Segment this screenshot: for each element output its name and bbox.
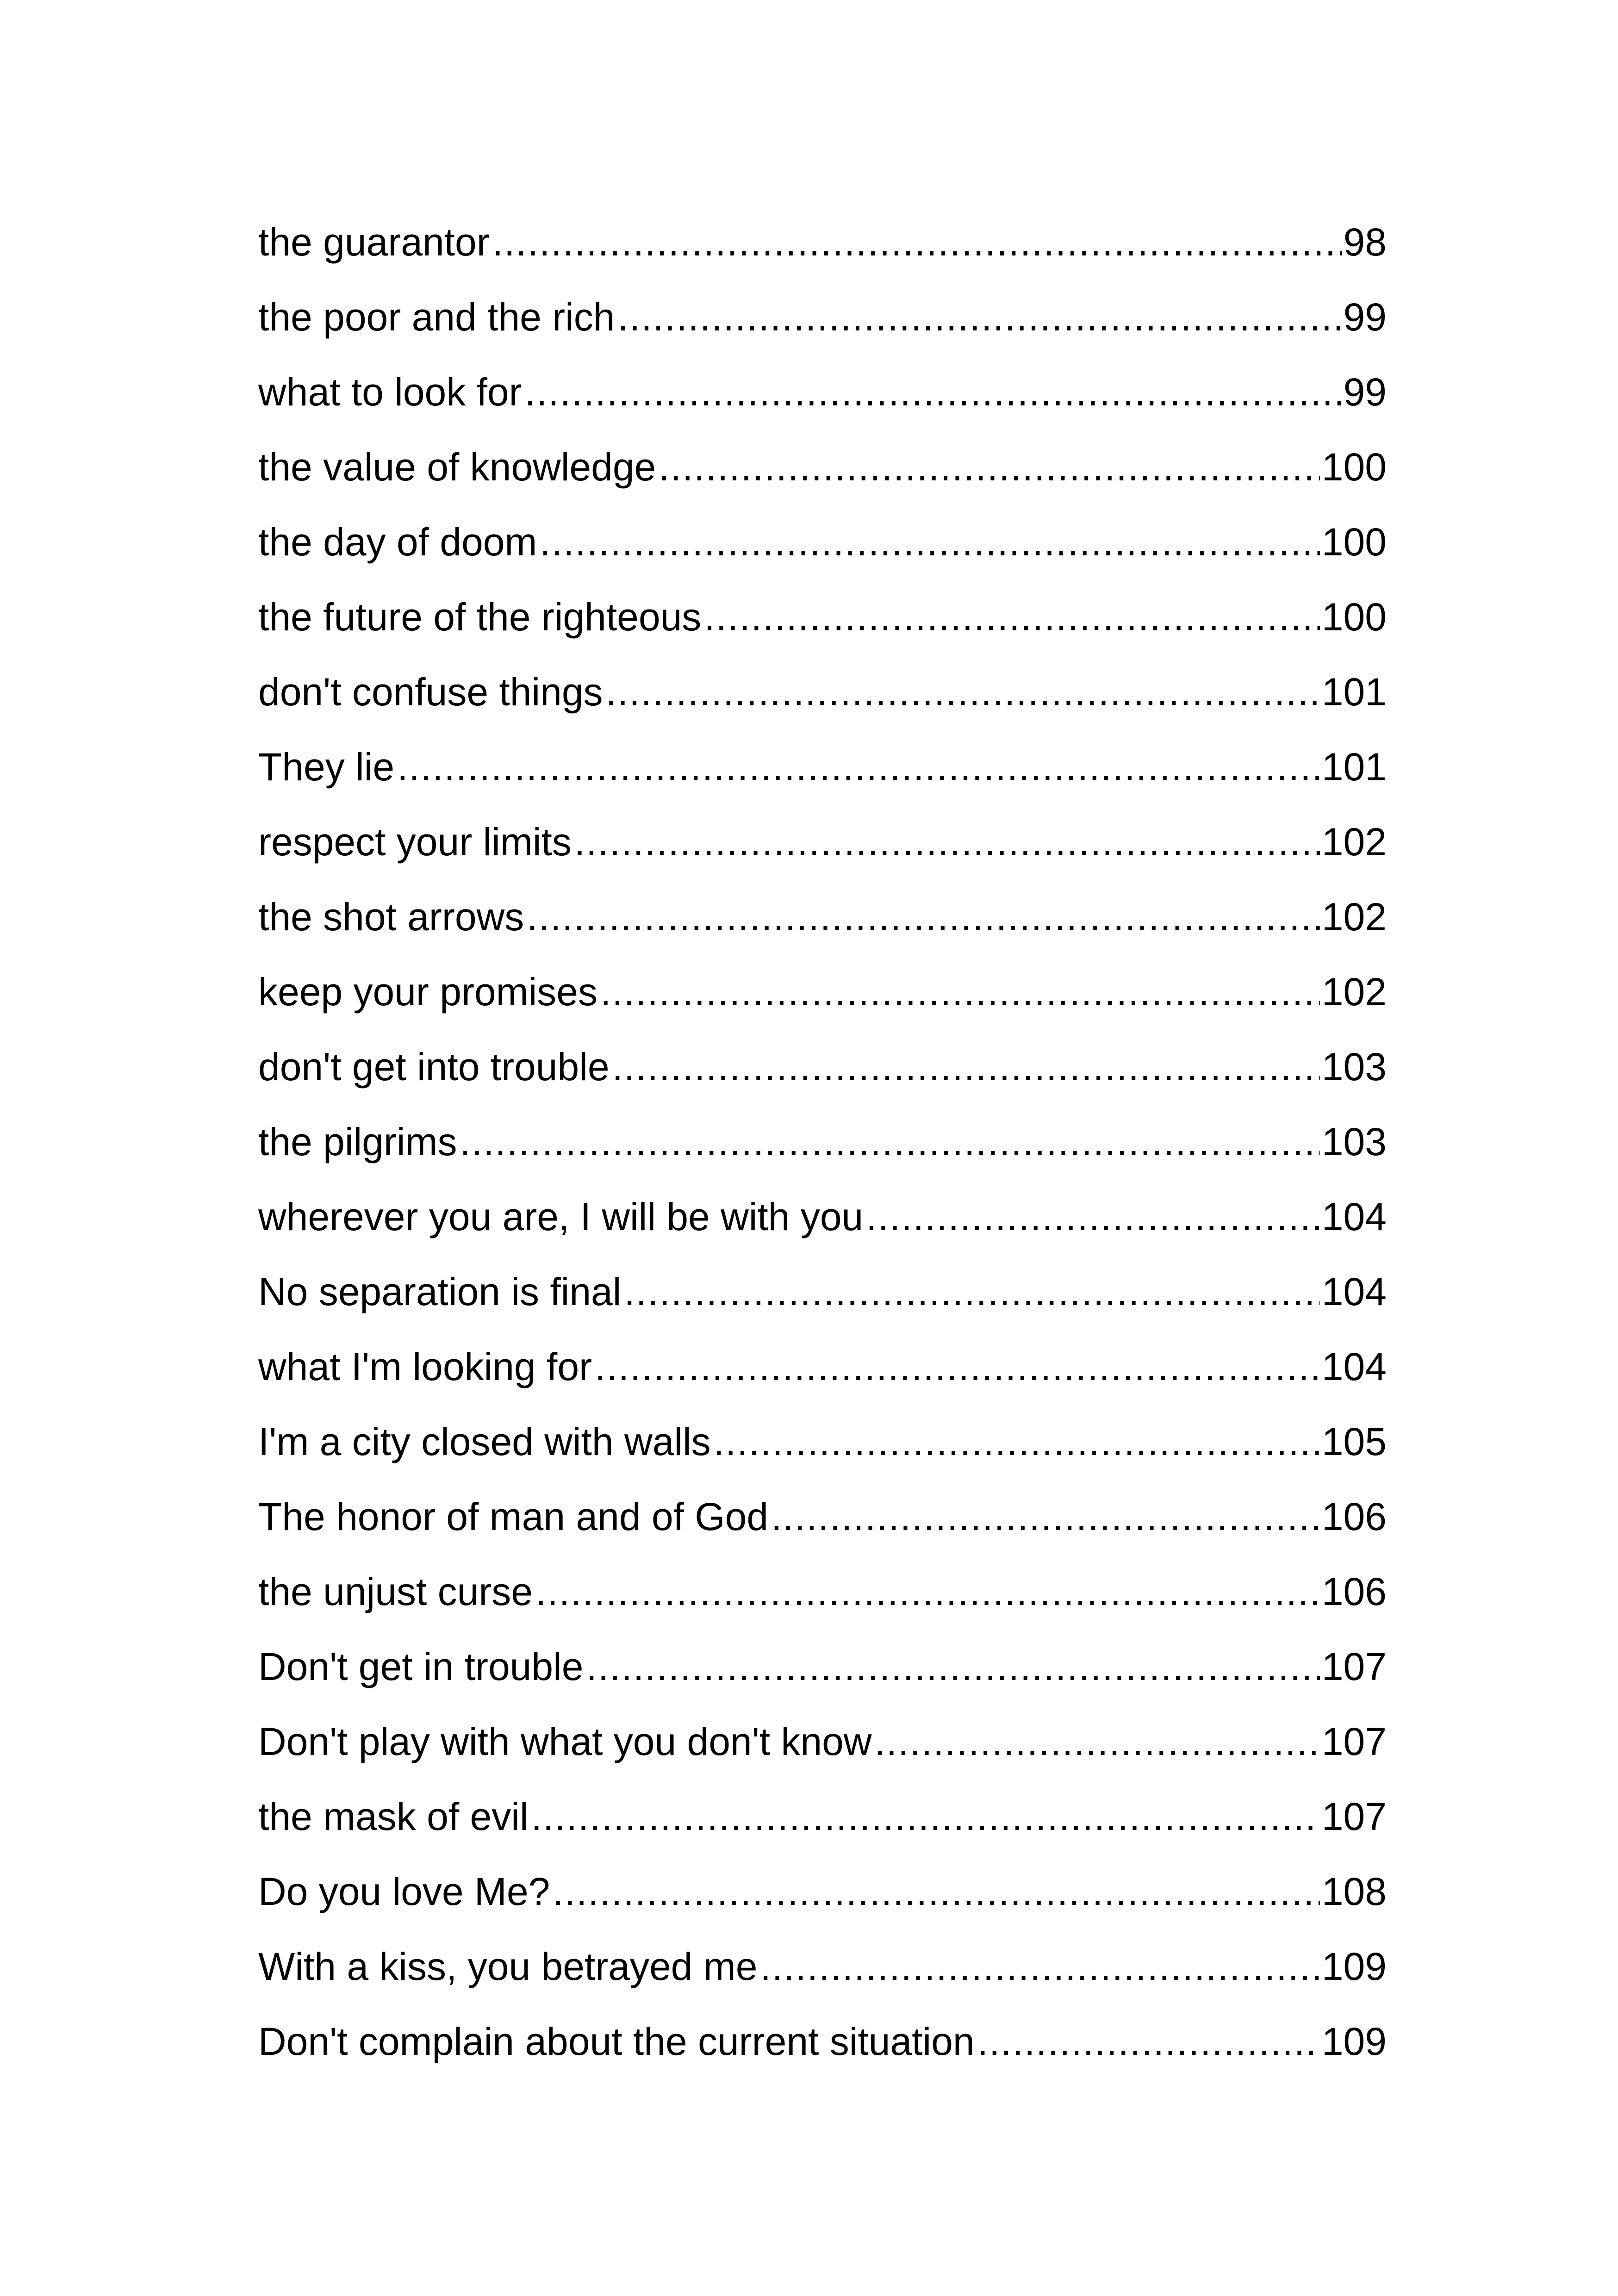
toc-page-number: 101 <box>1321 670 1387 714</box>
toc-dot-leader <box>624 1262 1319 1322</box>
toc-entry-title: the mask of evil <box>258 1795 529 1838</box>
toc-page-number: 102 <box>1321 895 1387 939</box>
toc-page-number: 106 <box>1321 1570 1387 1613</box>
toc-entry[interactable] <box>258 1037 1387 1112</box>
toc-entry-title: They lie <box>258 745 395 789</box>
toc-page-number: 102 <box>1321 970 1387 1014</box>
toc-entry[interactable] <box>258 1711 1387 1786</box>
toc-page-number: 107 <box>1321 1795 1387 1838</box>
toc-entry[interactable] <box>258 437 1387 512</box>
toc-page-number: 100 <box>1321 445 1387 489</box>
toc-entry-title: keep your promises <box>258 970 597 1014</box>
toc-entry-title: don't confuse things <box>258 670 603 714</box>
toc-entry-title: Don't complain about the current situation <box>258 2020 975 2063</box>
toc-dot-leader <box>586 1636 1319 1697</box>
toc-entry-title: the guarantor <box>258 220 490 264</box>
toc-page-number: 103 <box>1321 1120 1387 1164</box>
toc-entry-title: what to look for <box>258 370 522 414</box>
toc-page-number: 104 <box>1321 1195 1387 1238</box>
toc-entry[interactable] <box>258 287 1387 362</box>
table-of-contents <box>258 212 1387 2086</box>
toc-page-number: 105 <box>1321 1420 1387 1463</box>
toc-dot-leader <box>606 662 1320 722</box>
toc-dot-leader <box>492 212 1342 272</box>
toc-entry[interactable] <box>258 812 1387 887</box>
toc-entry[interactable] <box>258 587 1387 662</box>
toc-dot-leader <box>874 1711 1319 1772</box>
toc-entry-title: The honor of man and of God <box>258 1495 769 1538</box>
toc-dot-leader <box>531 1786 1320 1847</box>
toc-entry[interactable] <box>258 1487 1387 1562</box>
toc-entry-title: respect your limits <box>258 820 572 864</box>
toc-dot-leader <box>553 1861 1320 1922</box>
toc-entry[interactable] <box>258 737 1387 812</box>
toc-page-number: 107 <box>1321 1645 1387 1688</box>
toc-page-number: 108 <box>1321 1870 1387 1913</box>
toc-page-number: 104 <box>1321 1270 1387 1313</box>
toc-entry-title: don't get into trouble <box>258 1045 610 1089</box>
toc-page-number: 109 <box>1321 2020 1387 2063</box>
toc-entry-title: the poor and the rich <box>258 295 615 339</box>
toc-dot-leader <box>600 962 1320 1022</box>
toc-dot-leader <box>595 1337 1320 1397</box>
toc-dot-leader <box>460 1112 1319 1172</box>
toc-entry-title: wherever you are, I will be with you <box>258 1195 864 1238</box>
toc-dot-leader <box>535 1562 1320 1622</box>
toc-entry-title: Do you love Me? <box>258 1870 550 1913</box>
toc-entry-title: the pilgrims <box>258 1120 457 1164</box>
toc-page-number: 99 <box>1343 370 1387 414</box>
toc-entry[interactable] <box>258 1187 1387 1262</box>
toc-entry-title: With a kiss, you betrayed me <box>258 1945 758 1988</box>
toc-entry[interactable] <box>258 1112 1387 1187</box>
toc-entry[interactable] <box>258 1636 1387 1711</box>
toc-page-number: 100 <box>1321 520 1387 564</box>
toc-entry[interactable] <box>258 1412 1387 1487</box>
toc-entry-title: No separation is final <box>258 1270 622 1313</box>
toc-dot-leader <box>977 2011 1320 2072</box>
toc-entry[interactable] <box>258 887 1387 962</box>
toc-page-number: 98 <box>1343 220 1387 264</box>
toc-page-number: 109 <box>1321 1945 1387 1988</box>
toc-page-number: 107 <box>1321 1720 1387 1763</box>
toc-entry[interactable] <box>258 1337 1387 1412</box>
toc-dot-leader <box>574 812 1320 872</box>
toc-entry[interactable] <box>258 962 1387 1037</box>
toc-page-number: 100 <box>1321 595 1387 639</box>
toc-entry[interactable] <box>258 1262 1387 1337</box>
toc-dot-leader <box>527 887 1320 947</box>
toc-entry[interactable] <box>258 512 1387 587</box>
toc-entry-title: Don't play with what you don't know <box>258 1720 872 1763</box>
toc-dot-leader <box>771 1487 1320 1547</box>
toc-dot-leader <box>540 512 1319 572</box>
toc-entry[interactable] <box>258 1562 1387 1636</box>
toc-dot-leader <box>866 1187 1320 1247</box>
toc-page-number: 106 <box>1321 1495 1387 1538</box>
toc-entry[interactable] <box>258 1861 1387 1936</box>
toc-entry[interactable] <box>258 662 1387 737</box>
toc-dot-leader <box>618 287 1342 347</box>
toc-page-number: 99 <box>1343 295 1387 339</box>
toc-page-number: 101 <box>1321 745 1387 789</box>
toc-entry[interactable] <box>258 2011 1387 2086</box>
toc-entry[interactable] <box>258 212 1387 287</box>
toc-entry-title: I'm a city closed with walls <box>258 1420 711 1463</box>
toc-entry-title: the future of the righteous <box>258 595 702 639</box>
toc-dot-leader <box>612 1037 1320 1097</box>
toc-dot-leader <box>714 1412 1320 1472</box>
toc-entry-title: what I'm looking for <box>258 1345 592 1388</box>
toc-entry-title: the shot arrows <box>258 895 524 939</box>
toc-page-number: 104 <box>1321 1345 1387 1388</box>
toc-dot-leader <box>525 362 1342 422</box>
toc-entry[interactable] <box>258 1786 1387 1861</box>
toc-page-number: 103 <box>1321 1045 1387 1089</box>
toc-dot-leader <box>760 1936 1319 1997</box>
toc-entry-title: Don't get in trouble <box>258 1645 584 1688</box>
toc-entry[interactable] <box>258 1936 1387 2011</box>
toc-dot-leader <box>397 737 1320 797</box>
toc-entry[interactable] <box>258 362 1387 437</box>
toc-dot-leader <box>659 437 1320 497</box>
toc-dot-leader <box>704 587 1320 647</box>
toc-entry-title: the value of knowledge <box>258 445 656 489</box>
toc-entry-title: the day of doom <box>258 520 537 564</box>
toc-page-number: 102 <box>1321 820 1387 864</box>
toc-entry-title: the unjust curse <box>258 1570 533 1613</box>
